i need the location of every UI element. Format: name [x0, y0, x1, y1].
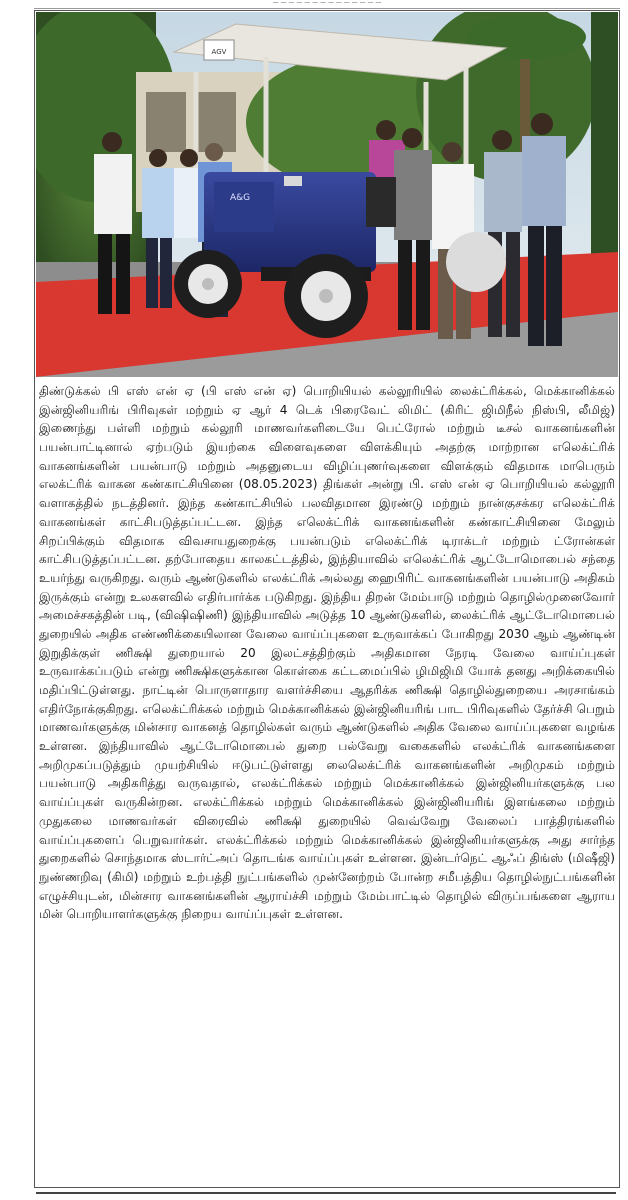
event-photo	[36, 12, 618, 377]
bottom-rule	[36, 1192, 616, 1194]
tractor-logo: A&G	[230, 193, 251, 203]
article-frame	[34, 10, 620, 1188]
previous-column-strip: — — — — — — — — — — — — — —	[34, 0, 620, 9]
canopy-sign-text: AGV	[211, 48, 227, 56]
big-rear-wheel	[446, 232, 506, 292]
article-body: திண்டுக்கல் பி எஸ் என் ஏ (பி எஸ் என் ஏ) பொறியியல் கல்லூரியில் லைக்ட்ரிக்கல், மெக்கானிக்கல் இன்ஜினியரிங் பிரிவுகள் மற்றும் ஏ ஆர் 4 டெக் பிரைவேட் லிமிட் (கிரிட் ஜிமிநீல் நிஸ்பி, லீமிஜ்) இணைந்து பள்ளி மற்றும் கல்லூரி மாணவர்களிடையே பெட்ரோல் மற்றும் டீசல் வாகனங்களின் பயன்பாட்டினால் ஏற்படும் இயற்கை விளைவுகளை விளக்கியும் அதற்கு மாற்றான எலெக்ட்ரிக் வாகனங்களின் பயன்பாடு மற்றும் அதனுடைய விழிப்புணர்வுகளை விளக்கும் விதமாக மாபெரும் எலக்ட்ரிக் வாகன கண்காட்சியினை (08.05.2023) திங்கள் அன்று பி. எஸ் என் ஏ பொறியியல் கல்லூரி வளாகத்தில் நடத்தினர். இந்த கண்காட்சியில் பலவிதமான இரண்டு மற்றும் நான்குசக்கர எலெக்ட்ரிக் வாகனங்கள் காட்சிபடுத்தப்பட்டன. இந்த எலெக்ட்ரிக் வாகனங்களின் கண்காட்சியினை மேலும் சிறப்பிக்கும் விதமாக விவசாயதுறைக்கு பயன்படும் எலெக்ட்ரிக் டிராக்டர் மற்றும் ட்ரோன்கள் காட்சிபடுத்தப்பட்டன. தற்போதைய காலகட்டத்தில், இந்தியாவில் எலெக்ட்ரிக் ஆட்டோமொபைல் சந்தை உயர்ந்து வருகிறது. வரும் ஆண்டுகளில் எலக்ட்ரிக் அல்லது ஹைபிரிட் வாகனங்களின் பயன்பாடு அதிகம் இருக்கும் என்று உலகளவில் எதிர்பார்க்க படுகிறது. இந்திய திறன் மேம்பாடு மற்றும் தொழில்முனைவோர் அமைச்சகத்தின் படி, (விஷிஷிணி) இந்தியாவில் அடுத்த 10 ஆண்டுகளில், லைக்ட்ரிக் ஆட்டோமொபைல் துறையில் அதிக எண்ணிக்கையிலான வேலை வாய்ப்புகளை உருவாக்கப் போகிறது 2030 ஆம் ஆண்டின் இறுதிக்குள் ணிக்ஷி துறையால் 20 இலட்சத்திற்கும் அதிகமான நேரடி வேலை வாய்ப்புகள் உருவாக்கப்படும் என்று ணிக்ஷிகளுக்கான கொள்கை கட்டமைப்பில் ழிமிஜிமி யோக் தனது அறிக்கையில் மதிப்பிட்டுள்ளது. நாட்டின் பொருளாதார வளர்ச்சியை ஆதரிக்க ணிக்ஷி தொழில்துறையை அரசாங்கம் எதிர்நோக்குகிறது. எலெக்ட்ரிக்கல் மற்றும் மெக்கானிக்கல் இன்ஜினியரிங் பாட பிரிவுகளில் தேர்ச்சி பெறும் மாணவர்களுக்கு மின்சார வாகனத் தொழில்கள் வரும் ஆண்டுகளில் அதிக வேலை வாய்ப்புகளை வழங்க உள்ளன. இந்தியாவில் ஆட்டோமொபைல் துறை பல்வேறு வகைகளில் எலக்ட்ரிக் வாகனங்களை அறிமுகப்படுத்தும் முயற்சியில் ஈடுபட்டுள்ளது லைலெக்ட்ரிக் வாகனங்களின் அறிமுகம் மற்றும் பயன்பாடு அதிகரித்து வருவதால், எலக்ட்ரிக்கல் மற்றும் மெக்கானிக்கல் இன்ஜினியர்களுக்கு பல வாய்ப்புகள் வருகின்றன. எலக்ட்ரிக்கல் மற்றும் மெக்கானிக்கல் இன்ஜினியரிங் இளங்கலை மற்றும் முதுகலை மாணவர்கள் விரைவில் ணிக்ஷி துறையில் வெவ்வேறு வேலைப் பாத்திரங்களில் வாய்ப்புகளைப் பெறுவார்கள். எலக்ட்ரிக்கல் மற்றும் மெக்கானிக்கல் இன்ஜினியர்களுக்கு அது சார்ந்த துறைகளில் சொந்தமாக ஸ்டார்ட்அப் தொடங்க வாய்ப்புகள் உள்ளன. இன்டர்நெட் ஆஃப் திங்ஸ் (மிஷீஜி) நுண்ணறிவு (கிமி) மற்றும் உற்பத்தி நுட்பங்களில் முன்னேற்றம் போன்ற சமீபத்திய தொழில்நுட்பங்களின் எழுச்சியுடன், மின்சார வாகனங்களின் ஆராய்ச்சி மற்றும் மேம்பாட்டில் தொழில் விருப்பங்களை ஆராய மின் பொறியாளர்களுக்கு நிறைய வாய்ப்புகள் உள்ளன.	[39, 384, 615, 922]
